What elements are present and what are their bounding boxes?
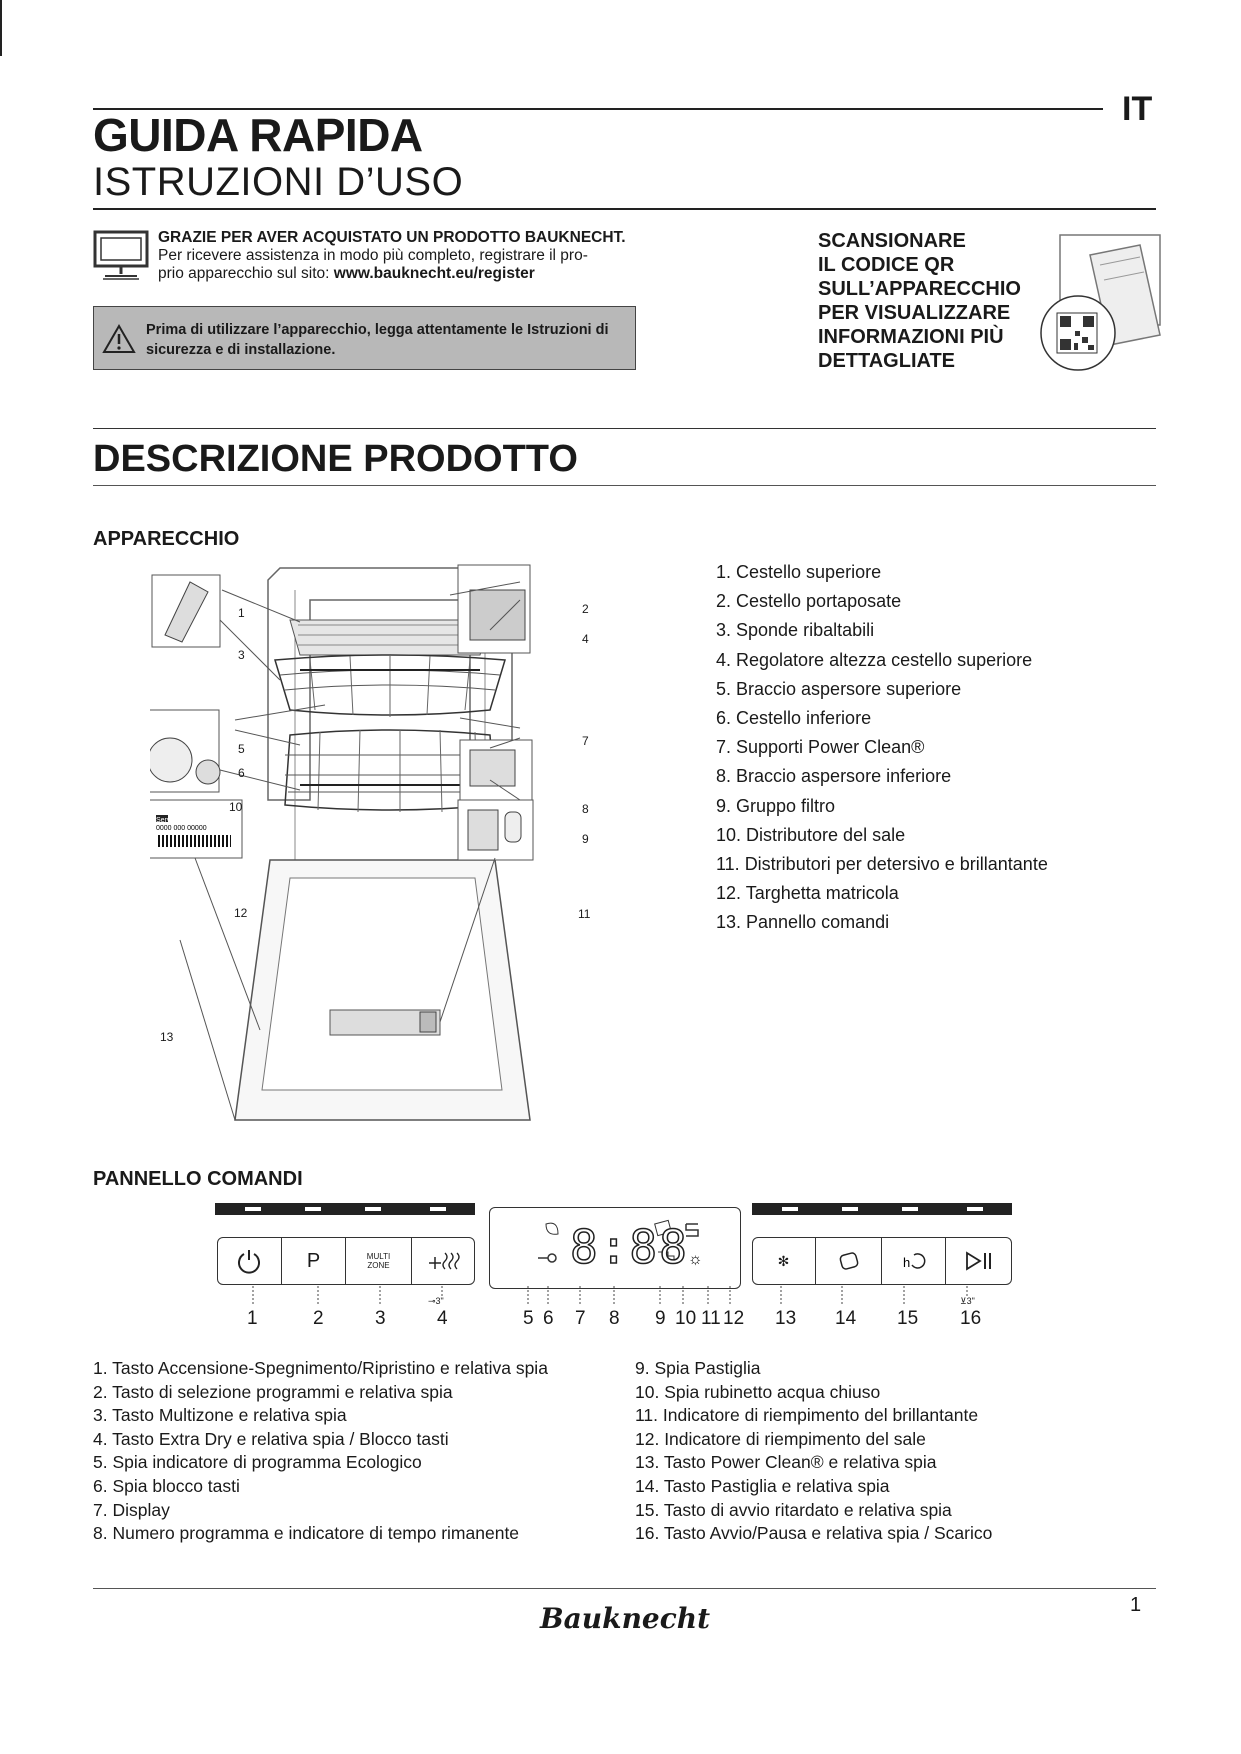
list-item: 2. Cestello portaposate (716, 591, 902, 612)
qr-instructions (818, 229, 1021, 373)
tablet-button[interactable] (816, 1237, 882, 1285)
panel-number-5: 5 (523, 1308, 534, 1329)
multizone-button-label: MULTI ZONE (366, 1252, 391, 1270)
list-item: 5. Braccio aspersore superiore (716, 678, 962, 699)
list-item: 13. Pannello comandi (716, 912, 890, 933)
thanks-heading: GRAZIE PER AVER ACQUISTATO UN PRODOTTO BAUKNECHT. (158, 229, 626, 246)
start-pause-button[interactable] (946, 1237, 1012, 1285)
salt-dispenser-inset (150, 710, 220, 792)
callout-8: 8 (582, 802, 589, 816)
panel-number-14: 14 (835, 1308, 857, 1329)
callout-12: 12 (234, 906, 248, 920)
tablet-icon (837, 1249, 861, 1273)
power-clean-button[interactable] (752, 1237, 816, 1285)
program-button[interactable] (282, 1237, 346, 1285)
list-item: 9. Gruppo filtro (716, 795, 836, 816)
list-item: 4. Tasto Extra Dry e relativa spia / Blocco tasti (93, 1428, 449, 1449)
list-item: 7. Display (93, 1499, 170, 1520)
list-item: 6. Spia blocco tasti (93, 1475, 240, 1496)
list-item: 12. Indicatore di riempimento del sale (635, 1428, 926, 1449)
qr-code-icon (1057, 313, 1097, 353)
rating-plate-code: 0000 000 00000 (156, 825, 207, 832)
panel-connector-lines (215, 1286, 1015, 1310)
qr-dishwasher-illustration (1030, 225, 1170, 375)
section-title-description: DESCRIZIONE PRODOTTO (93, 438, 578, 480)
callout-11: 11 (578, 907, 591, 921)
panel-number-8: 8 (609, 1308, 620, 1329)
list-item: 12. Targhetta matricola (716, 883, 899, 904)
multizone-button[interactable] (346, 1237, 412, 1285)
section-rule-top (93, 428, 1156, 429)
list-item: 6. Cestello inferiore (716, 708, 872, 729)
panel-number-6: 6 (543, 1308, 554, 1329)
list-item: 8. Braccio aspersore inferiore (716, 766, 952, 787)
filter-inset (460, 740, 532, 800)
callout-9: 9 (582, 832, 589, 846)
callout-2: 2 (582, 602, 589, 616)
panel-number-4: 4 (437, 1308, 448, 1329)
section-rule-bottom (93, 485, 1156, 486)
footer-rule (93, 1588, 1156, 1589)
extra-dry-icon (427, 1249, 461, 1273)
list-item: 8. Numero programma e indicatore di tempo rimanente (93, 1523, 520, 1544)
list-item: 9. Spia Pastiglia (635, 1358, 761, 1378)
qr-line: SCANSIONARE (818, 230, 966, 252)
list-item: 13. Tasto Power Clean® e relativa spia (635, 1452, 937, 1473)
display-panel (489, 1207, 741, 1289)
list-item: 5. Spia indicatore di programma Ecologico (93, 1452, 422, 1473)
program-button-label: P (306, 1249, 321, 1272)
panel-number-9: 9 (655, 1308, 666, 1329)
key-small-icon: ⊸ (428, 1296, 436, 1306)
rinse-aid-icon: ☼ (688, 1251, 703, 1268)
page-number: 1 (1130, 1594, 1142, 1616)
drain-small-icon: ⊻ (960, 1296, 967, 1306)
registration-notice (158, 229, 626, 283)
panel-number-3: 3 (375, 1308, 386, 1329)
callout-4: 4 (582, 632, 589, 646)
warning-text (146, 320, 609, 360)
control-list-right (635, 1357, 992, 1546)
list-item: 14. Tasto Pastiglia e relativa spia (635, 1475, 890, 1496)
safety-warning-box (93, 306, 636, 370)
qr-line: INFORMAZIONI PIÙ (818, 326, 1004, 348)
callout-7: 7 (582, 734, 589, 748)
panel-number-1: 1 (247, 1308, 258, 1329)
list-item: 4. Regolatore altezza cestello superiore (716, 649, 1033, 670)
qr-line: DETTAGLIATE (818, 350, 956, 372)
rating-plate-service: Service: (156, 817, 182, 824)
callout-5: 5 (238, 742, 245, 756)
warning-line-2: sicurezza e di installazione. (146, 342, 336, 358)
callout-10: 10 (229, 800, 243, 814)
detergent-dispenser-inset (458, 800, 533, 860)
display-digits: 8:88 (570, 1220, 689, 1274)
qr-line: PER VISUALIZZARE (818, 302, 1011, 324)
page-title: GUIDA RAPIDA (93, 109, 423, 161)
power-button[interactable] (217, 1237, 282, 1285)
key-lock-icon (538, 1254, 556, 1262)
callout-13: 13 (160, 1030, 174, 1044)
panel-number-10: 10 (675, 1308, 697, 1329)
list-item: 11. Indicatore di riempimento del brillantante (635, 1405, 979, 1426)
panel-number-11: 11 (701, 1308, 721, 1329)
play-pause-icon (964, 1250, 994, 1272)
page-subtitle: ISTRUZIONI D’USO (93, 160, 464, 204)
register-url[interactable]: www.bauknecht.eu/register (333, 265, 535, 282)
delay-icon (900, 1249, 928, 1273)
list-item: 3. Tasto Multizone e relativa spia (93, 1405, 347, 1426)
language-code: IT (1122, 90, 1153, 128)
panel-number-16: 16 (960, 1308, 982, 1329)
brand-logo: Bauknecht (540, 1602, 711, 1635)
svg-text:h: h (902, 1255, 910, 1270)
power-clean-icon: ✻ (777, 1252, 790, 1269)
panel-number-13: 13 (775, 1308, 797, 1329)
list-item: 3. Sponde ribaltabili (716, 620, 875, 641)
qr-line: SULL’APPARECCHIO (818, 278, 1021, 300)
foldable-racks-inset (152, 575, 220, 647)
list-item: 2. Tasto di selezione programmi e relativa spia (93, 1381, 453, 1402)
power-icon (235, 1247, 263, 1275)
list-item: 7. Supporti Power Clean® (716, 737, 925, 758)
list-item: 15. Tasto di avvio ritardato e relativa spia (635, 1499, 952, 1520)
control-panel-heading: PANNELLO COMANDI (93, 1168, 303, 1190)
height-adjuster-inset (458, 565, 530, 653)
monitor-icon (93, 230, 149, 282)
panel-number-7: 7 (575, 1308, 586, 1329)
list-item: 10. Distributore del sale (716, 824, 906, 845)
delay-start-button[interactable] (882, 1237, 946, 1285)
extra-dry-button[interactable] (412, 1237, 475, 1285)
appliance-heading: APPARECCHIO (93, 528, 240, 550)
drain-3s-text: 3" (966, 1296, 975, 1306)
list-item: 1. Cestello superiore (716, 562, 882, 582)
eco-leaf-icon (546, 1223, 558, 1234)
thanks-line-2-prefix: prio apparecchio sul sito: (158, 265, 330, 282)
panel-number-2: 2 (313, 1308, 324, 1329)
list-item: 16. Tasto Avvio/Pausa e relativa spia / Scarico (635, 1523, 993, 1544)
list-item: 10. Spia rubinetto acqua chiuso (635, 1381, 881, 1402)
panel-strip-left (215, 1203, 475, 1215)
thanks-line-1: Per ricevere assistenza in modo più completo, registrare il pro- (158, 247, 588, 264)
panel-strip-right (752, 1203, 1012, 1215)
warning-line-1: Prima di utilizzare l’apparecchio, legga attentamente le Istruzioni di (146, 322, 609, 338)
lock-3s-text: 3" (435, 1296, 444, 1306)
callout-3: 3 (238, 648, 245, 662)
callout-1: 1 (238, 606, 245, 620)
header-bottom-rule (93, 208, 1156, 210)
panel-number-12: 12 (723, 1308, 745, 1329)
qr-line: IL CODICE QR (818, 254, 955, 276)
list-item: 11. Distributori per detersivo e brillantante (716, 854, 1048, 875)
callout-6: 6 (238, 766, 245, 780)
thanks-line-2 (158, 265, 626, 283)
dishwasher-diagram (150, 560, 620, 1140)
panel-number-15: 15 (897, 1308, 919, 1329)
warning-icon (102, 324, 136, 354)
parts-list (716, 558, 1048, 938)
control-list-left (93, 1357, 548, 1546)
list-item: 1. Tasto Accensione-Spegnimento/Ripristino e relativa spia (93, 1358, 548, 1378)
language-divider (0, 0, 2, 56)
